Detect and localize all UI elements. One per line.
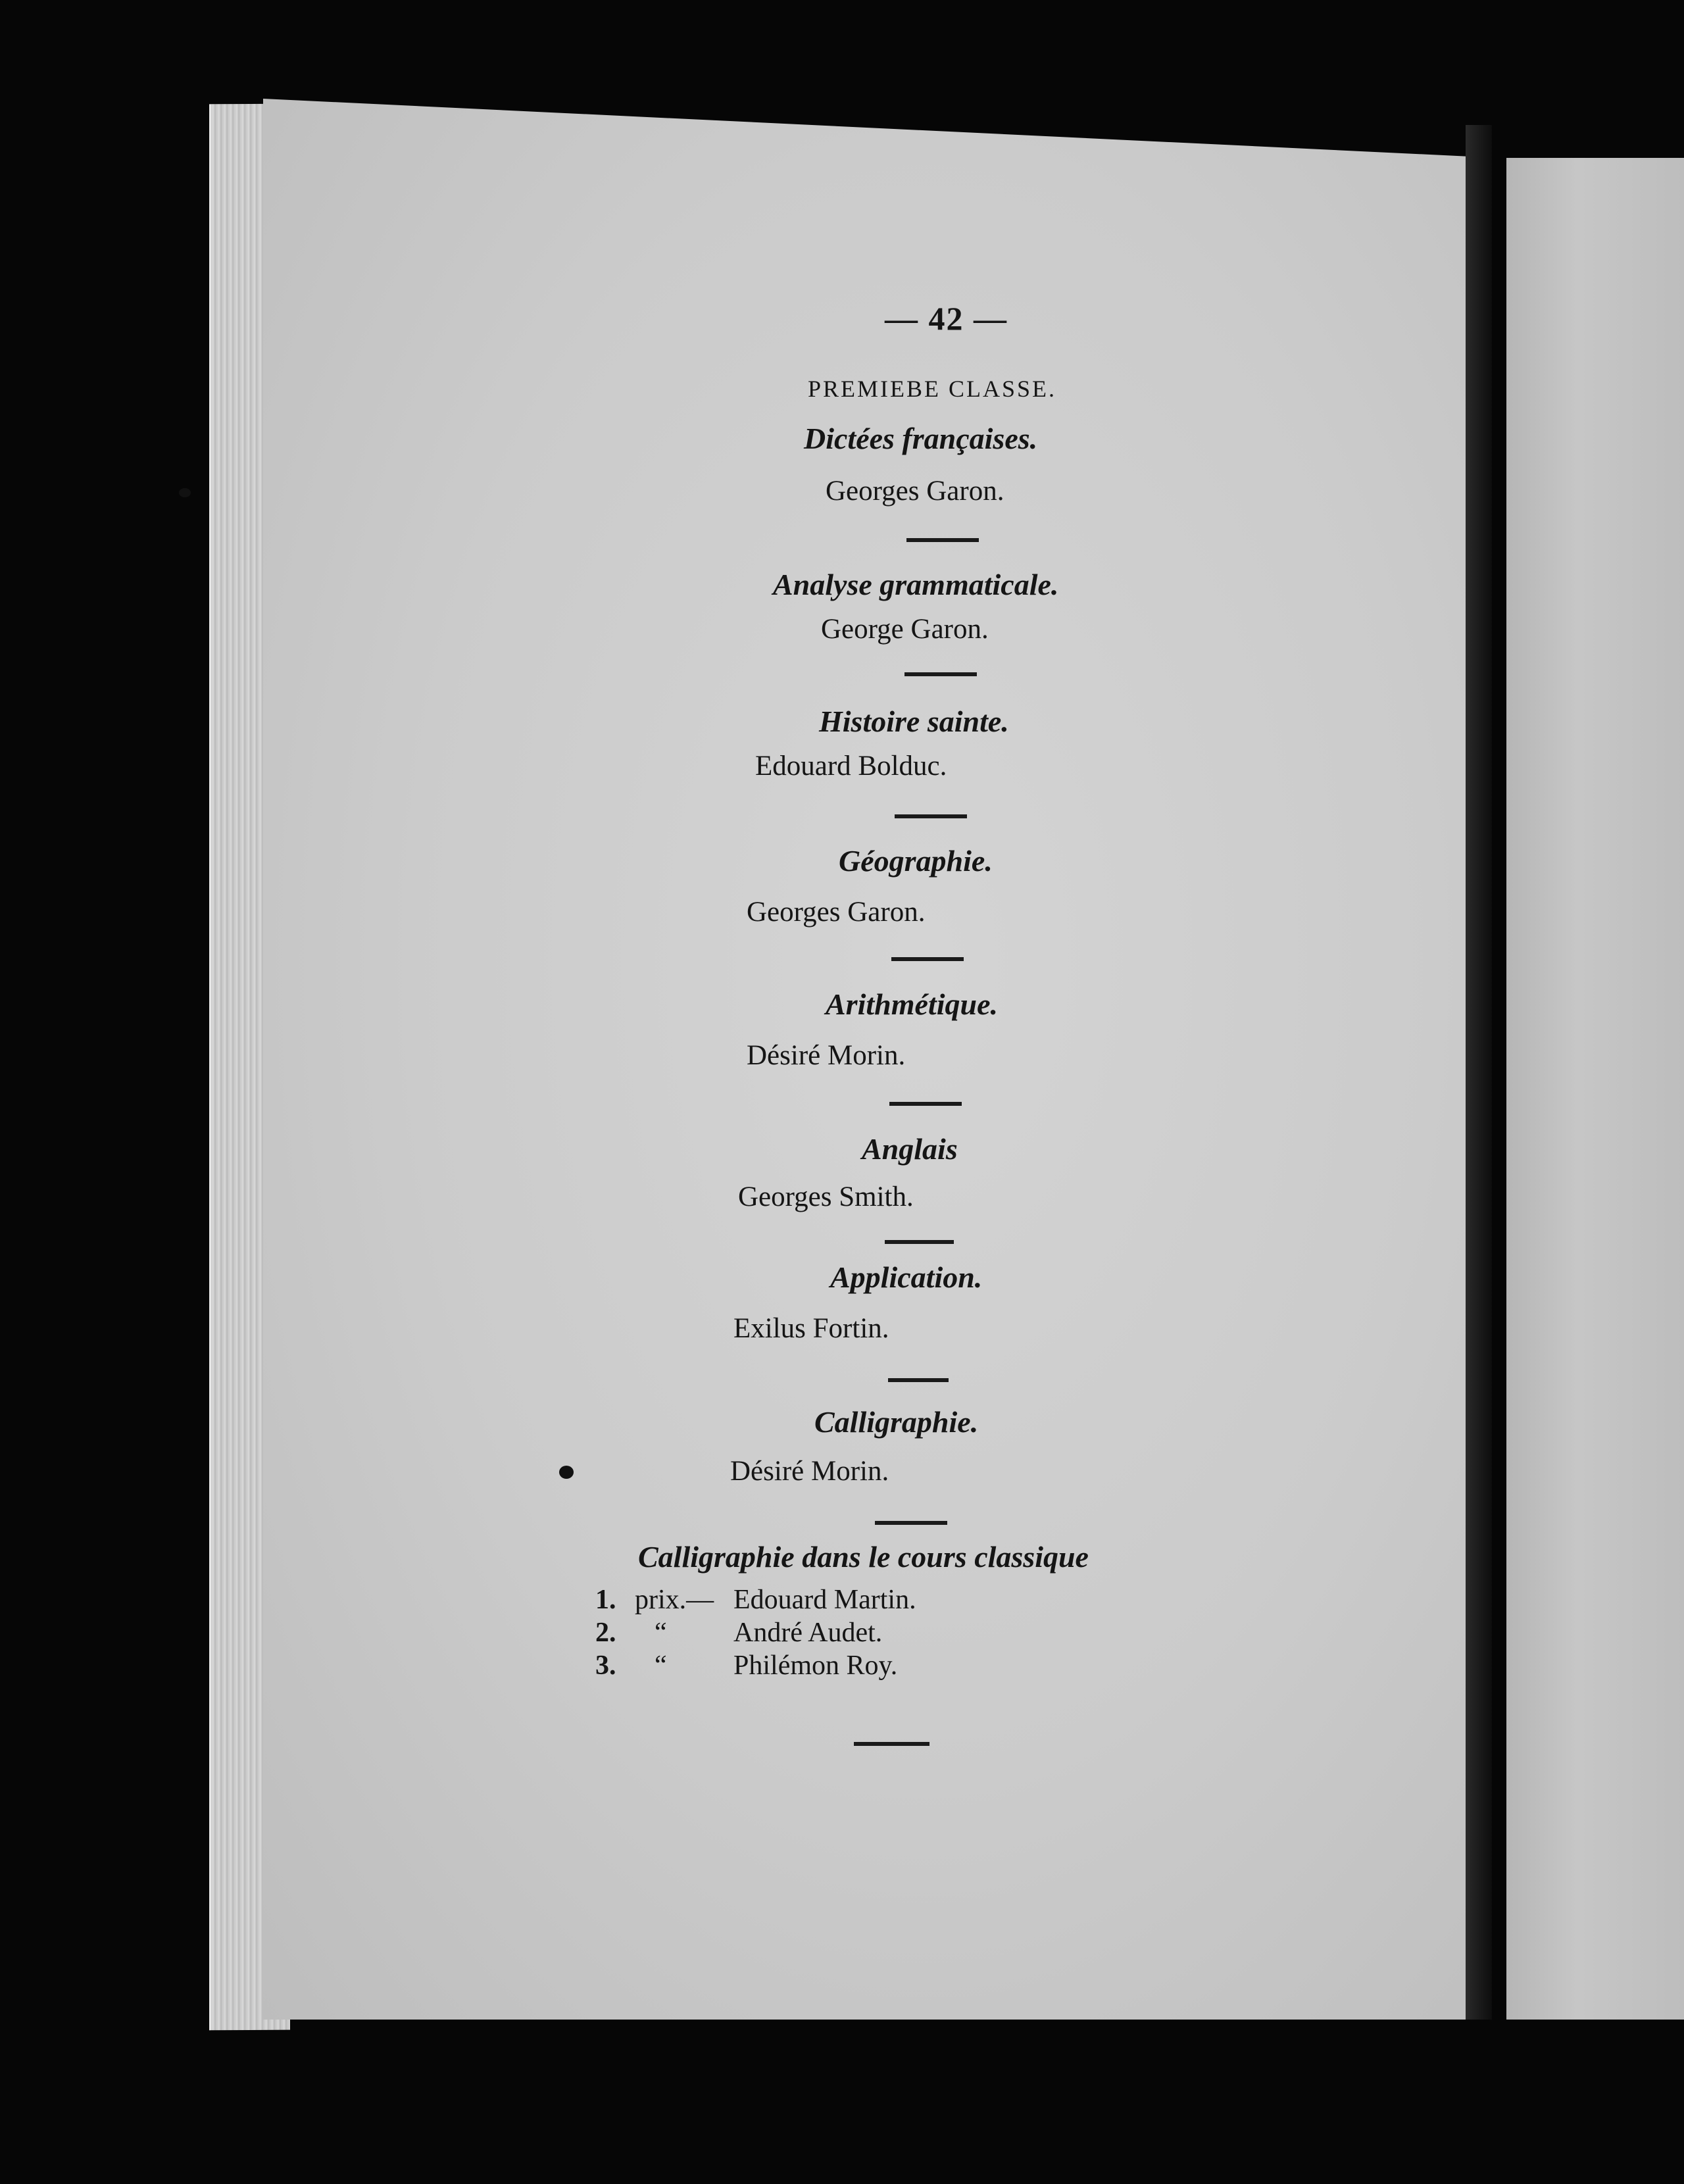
separator-rule <box>904 672 977 676</box>
prize-prefix: “ <box>655 1650 667 1681</box>
facing-page <box>1506 158 1684 2020</box>
subject-title: Analyse grammaticale. <box>773 568 1059 601</box>
subject-title: Arithmétique. <box>826 987 998 1021</box>
dust-speck <box>179 488 191 497</box>
subject-title: Histoire sainte. <box>819 705 1009 738</box>
prize-prefix: “ <box>655 1618 667 1648</box>
classical-title: Calligraphie dans le cours classique <box>638 1540 1089 1574</box>
subject-winner: Désiré Morin. <box>747 1040 906 1071</box>
prize-number: 1. <box>595 1585 616 1615</box>
prize-row <box>595 1650 916 1683</box>
prize-number: 2. <box>595 1618 616 1648</box>
subject-winner: Georges Garon. <box>747 897 926 928</box>
ink-blot <box>559 1466 574 1479</box>
separator-rule <box>885 1240 954 1244</box>
separator-rule <box>891 957 964 961</box>
separator-rule <box>895 814 967 818</box>
subject-winner: Exilus Fortin. <box>733 1313 889 1344</box>
prize-row <box>595 1617 916 1650</box>
separator-rule <box>906 538 979 542</box>
prize-list <box>595 1584 916 1683</box>
subject-title: Dictées françaises. <box>804 422 1038 455</box>
subject-winner: Désiré Morin. <box>730 1456 889 1487</box>
subject-winner: Georges Smith. <box>738 1181 914 1212</box>
closing-rule <box>854 1742 929 1746</box>
prize-row <box>595 1584 916 1617</box>
subject-title: Calligraphie. <box>814 1405 979 1439</box>
prize-winner: André Audet. <box>733 1618 883 1648</box>
subject-title: Géographie. <box>839 844 993 878</box>
prize-winner: Philémon Roy. <box>733 1650 898 1681</box>
prize-winner: Edouard Martin. <box>733 1585 916 1615</box>
subject-winner: George Garon. <box>821 614 989 645</box>
page-number: — 42 — <box>885 300 1008 337</box>
separator-rule <box>875 1521 947 1525</box>
separator-rule <box>889 1102 962 1106</box>
book-gutter <box>1466 125 1492 2020</box>
prize-prefix: prix.— <box>635 1585 714 1615</box>
subject-winner: Edouard Bolduc. <box>755 751 947 782</box>
subject-winner: Georges Garon. <box>826 476 1004 507</box>
prize-number: 3. <box>595 1650 616 1681</box>
section-title: PREMIEBE CLASSE. <box>808 376 1057 402</box>
subject-title: Anglais <box>862 1132 958 1166</box>
separator-rule <box>888 1378 949 1382</box>
subject-title: Application. <box>830 1260 983 1294</box>
